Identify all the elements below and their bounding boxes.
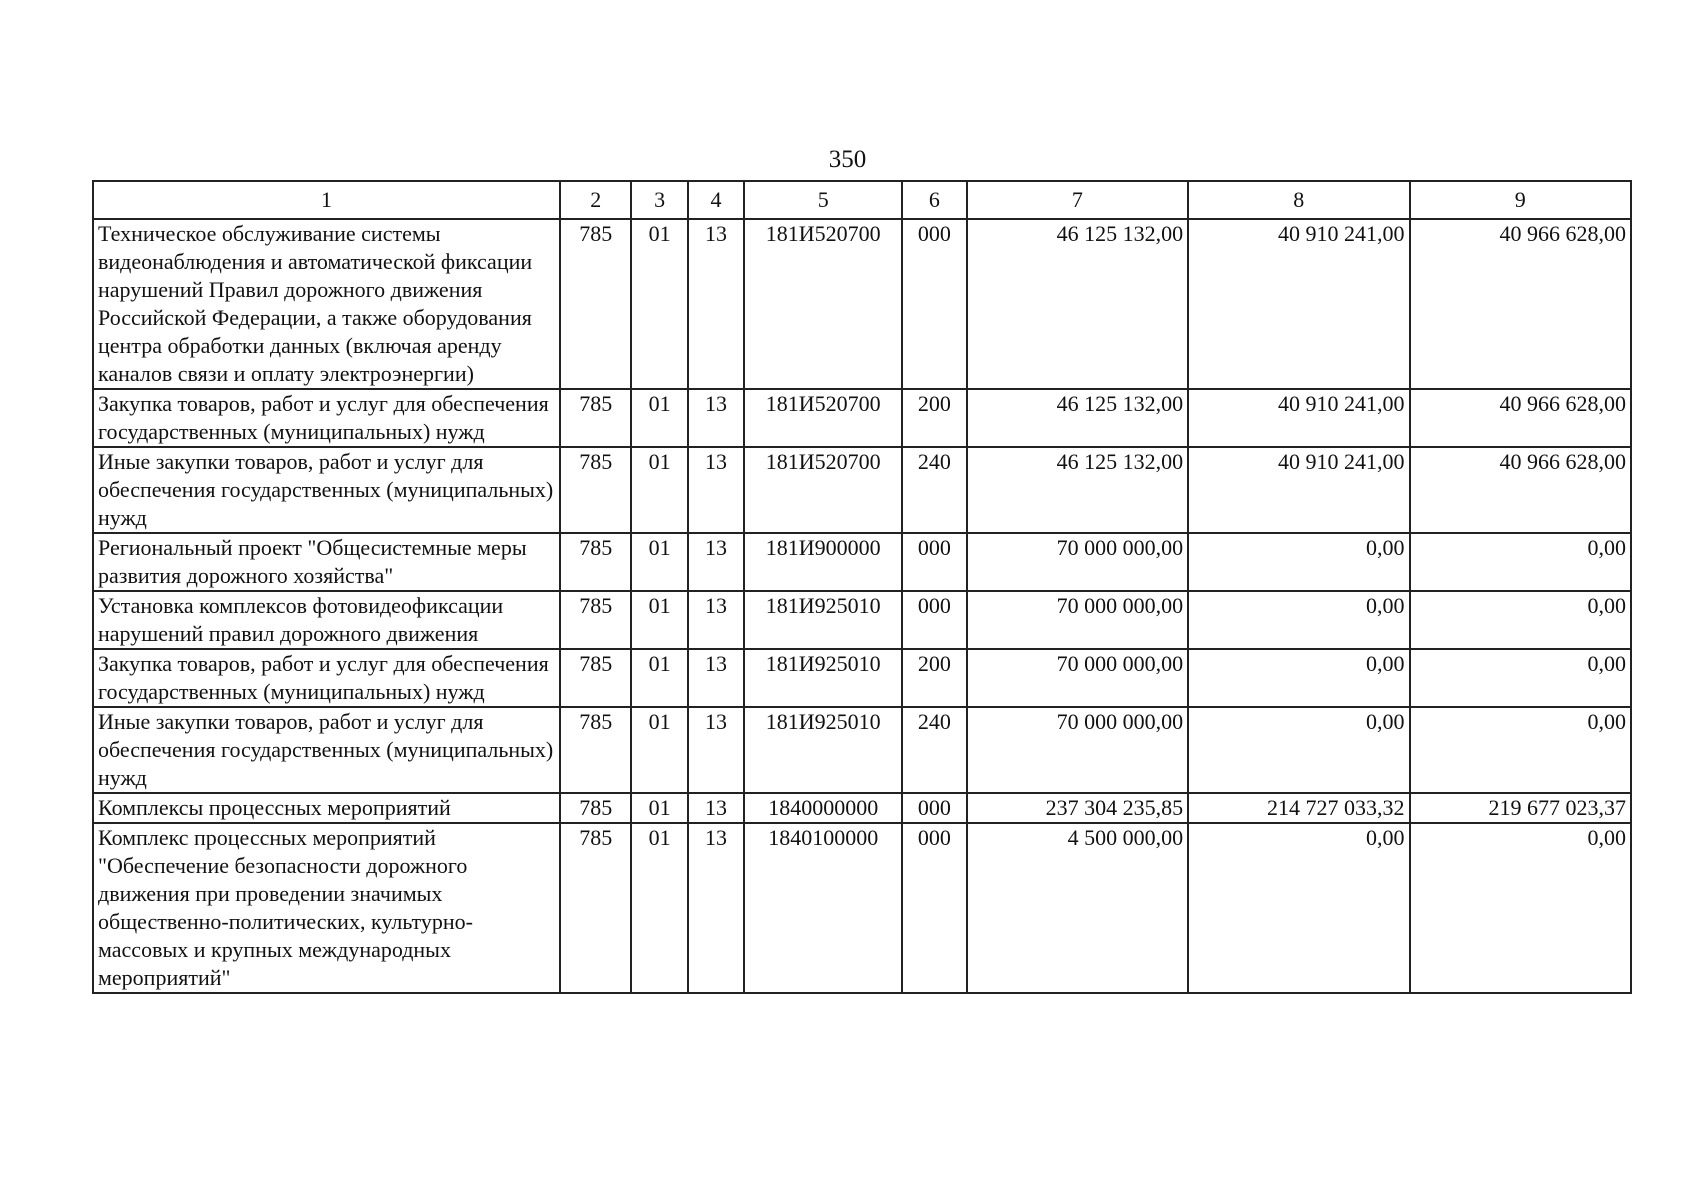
table-row <box>93 533 1631 591</box>
page-number: 350 <box>828 146 867 173</box>
row-sum-3: 0,00 <box>1410 707 1632 793</box>
row-grbs: 785 <box>560 447 631 533</box>
row-grbs: 785 <box>560 793 631 823</box>
row-sum-2: 0,00 <box>1188 649 1409 707</box>
row-name: Закупка товаров, работ и услуг для обеспечения государственных (муниципальных) нужд <box>93 389 560 447</box>
header-col-6: 6 <box>902 181 966 219</box>
row-rz: 01 <box>631 447 687 533</box>
row-csr: 1840000000 <box>744 793 902 823</box>
row-sum-3: 0,00 <box>1410 823 1632 993</box>
row-rz: 01 <box>631 591 687 649</box>
row-pr: 13 <box>688 793 744 823</box>
row-name: Установка комплексов фотовидеофиксации нарушений правил дорожного движения <box>93 591 560 649</box>
row-sum-1: 46 125 132,00 <box>967 219 1188 389</box>
row-csr: 181И520700 <box>744 219 902 389</box>
table-row <box>93 707 1631 793</box>
row-vr: 000 <box>902 219 966 389</box>
table-row <box>93 793 1631 823</box>
row-sum-3: 0,00 <box>1410 591 1632 649</box>
header-col-1: 1 <box>93 181 560 219</box>
row-name: Региональный проект "Общесистемные меры развития дорожного хозяйства" <box>93 533 560 591</box>
header-col-2: 2 <box>560 181 631 219</box>
header-col-8: 8 <box>1188 181 1409 219</box>
row-csr: 181И520700 <box>744 389 902 447</box>
row-vr: 000 <box>902 823 966 993</box>
row-vr: 240 <box>902 707 966 793</box>
row-csr: 181И925010 <box>744 707 902 793</box>
header-col-4: 4 <box>688 181 744 219</box>
row-pr: 13 <box>688 389 744 447</box>
row-sum-3: 40 966 628,00 <box>1410 389 1632 447</box>
row-vr: 000 <box>902 533 966 591</box>
row-vr: 000 <box>902 793 966 823</box>
row-rz: 01 <box>631 533 687 591</box>
row-pr: 13 <box>688 447 744 533</box>
row-name: Иные закупки товаров, работ и услуг для обеспечения государственных (муниципальных) нужд <box>93 707 560 793</box>
row-sum-1: 46 125 132,00 <box>967 389 1188 447</box>
row-vr: 240 <box>902 447 966 533</box>
header-col-9: 9 <box>1410 181 1632 219</box>
row-sum-3: 0,00 <box>1410 649 1632 707</box>
row-sum-2: 0,00 <box>1188 707 1409 793</box>
table-row <box>93 389 1631 447</box>
row-name: Закупка товаров, работ и услуг для обеспечения государственных (муниципальных) нужд <box>93 649 560 707</box>
table-row <box>93 219 1631 389</box>
row-pr: 13 <box>688 707 744 793</box>
row-sum-1: 4 500 000,00 <box>967 823 1188 993</box>
header-col-3: 3 <box>631 181 687 219</box>
row-csr: 181И925010 <box>744 591 902 649</box>
row-rz: 01 <box>631 823 687 993</box>
row-rz: 01 <box>631 793 687 823</box>
table-row <box>93 823 1631 993</box>
row-vr: 000 <box>902 591 966 649</box>
row-sum-1: 70 000 000,00 <box>967 707 1188 793</box>
row-sum-2: 214 727 033,32 <box>1188 793 1409 823</box>
row-name: Комплексы процессных мероприятий <box>93 793 560 823</box>
row-sum-2: 0,00 <box>1188 823 1409 993</box>
row-grbs: 785 <box>560 533 631 591</box>
row-sum-1: 237 304 235,85 <box>967 793 1188 823</box>
row-sum-3: 40 966 628,00 <box>1410 219 1632 389</box>
row-sum-2: 40 910 241,00 <box>1188 219 1409 389</box>
row-name: Техническое обслуживание системы видеонаблюдения и автоматической фиксации нарушений Правил дорожного движения Российской Федерации, а также оборудования центра обработки данных (включая аренду каналов связи и оплату электроэнергии) <box>93 219 560 389</box>
row-sum-3: 0,00 <box>1410 533 1632 591</box>
row-pr: 13 <box>688 219 744 389</box>
row-grbs: 785 <box>560 707 631 793</box>
row-sum-1: 70 000 000,00 <box>967 533 1188 591</box>
row-csr: 181И520700 <box>744 447 902 533</box>
row-sum-1: 70 000 000,00 <box>967 649 1188 707</box>
row-grbs: 785 <box>560 591 631 649</box>
row-sum-2: 0,00 <box>1188 533 1409 591</box>
row-rz: 01 <box>631 219 687 389</box>
row-grbs: 785 <box>560 649 631 707</box>
row-sum-2: 40 910 241,00 <box>1188 447 1409 533</box>
header-row <box>93 181 1631 219</box>
row-csr: 181И900000 <box>744 533 902 591</box>
row-name: Иные закупки товаров, работ и услуг для обеспечения государственных (муниципальных) нужд <box>93 447 560 533</box>
row-grbs: 785 <box>560 823 631 993</box>
header-col-7: 7 <box>967 181 1188 219</box>
row-vr: 200 <box>902 389 966 447</box>
table-row <box>93 447 1631 533</box>
row-name: Комплекс процессных мероприятий "Обеспечение безопасности дорожного движения при проведении значимых общественно-политических, культурно-массовых и крупных международных мероприятий" <box>93 823 560 993</box>
header-col-5: 5 <box>744 181 902 219</box>
row-sum-3: 219 677 023,37 <box>1410 793 1632 823</box>
row-csr: 181И925010 <box>744 649 902 707</box>
row-csr: 1840100000 <box>744 823 902 993</box>
row-sum-2: 0,00 <box>1188 591 1409 649</box>
row-grbs: 785 <box>560 219 631 389</box>
table-row <box>93 591 1631 649</box>
row-pr: 13 <box>688 533 744 591</box>
row-pr: 13 <box>688 649 744 707</box>
row-pr: 13 <box>688 591 744 649</box>
row-grbs: 785 <box>560 389 631 447</box>
row-sum-1: 70 000 000,00 <box>967 591 1188 649</box>
row-vr: 200 <box>902 649 966 707</box>
row-sum-1: 46 125 132,00 <box>967 447 1188 533</box>
row-rz: 01 <box>631 707 687 793</box>
row-pr: 13 <box>688 823 744 993</box>
row-sum-2: 40 910 241,00 <box>1188 389 1409 447</box>
budget-table <box>92 180 1632 994</box>
row-rz: 01 <box>631 649 687 707</box>
row-sum-3: 40 966 628,00 <box>1410 447 1632 533</box>
row-rz: 01 <box>631 389 687 447</box>
table-row <box>93 649 1631 707</box>
